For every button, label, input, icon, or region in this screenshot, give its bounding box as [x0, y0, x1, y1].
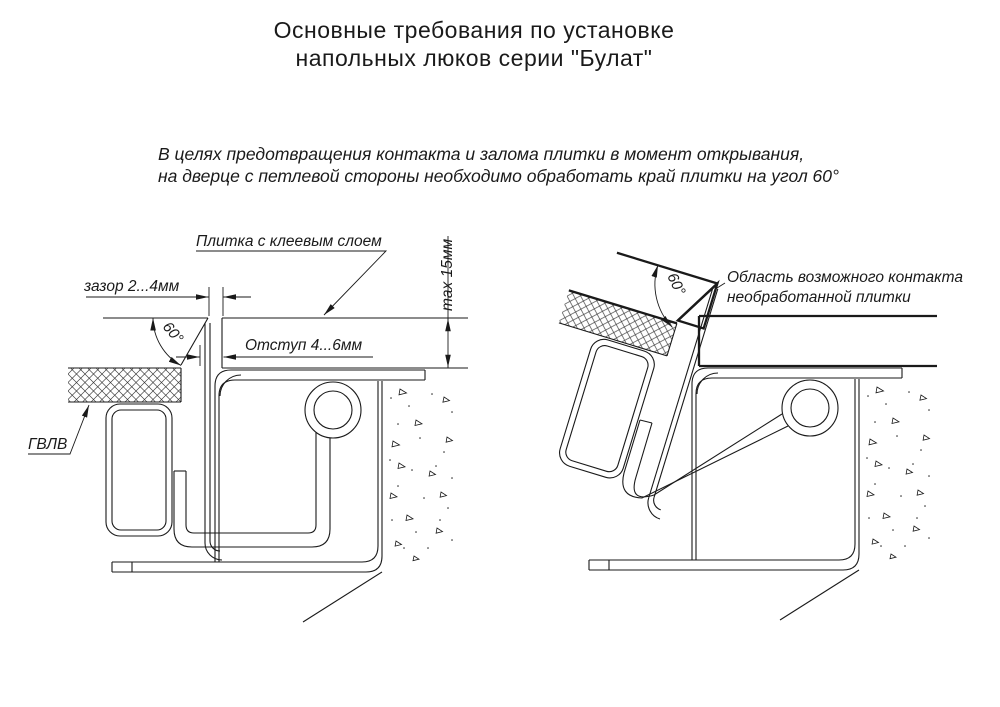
- page-title-line2: напольных люков серии "Булат": [295, 45, 653, 71]
- label-gvl-board: ГВЛВ: [28, 436, 68, 453]
- label-max-height-dim: max 15мм: [439, 238, 456, 311]
- hinge-arm-left: [174, 432, 330, 547]
- note-line1: В целях предотвращения контакта и залома плитки в момент открывания,: [158, 144, 805, 164]
- label-angle-left: 60°: [158, 318, 187, 347]
- label-gap-dim: зазор 2...4мм: [84, 278, 180, 295]
- page-title-line1: Основные требования по установке: [273, 17, 675, 43]
- label-contact-line1: Область возможного контакта: [727, 269, 963, 286]
- label-angle-right: 60°: [663, 270, 689, 299]
- label-contact-line2: необработанной плитки: [727, 289, 911, 306]
- right-section-view: [513, 243, 964, 620]
- left-section-view: [28, 233, 468, 622]
- note-line2: на дверце с петлевой стороны необходимо обработать край плитки на угол 60°: [158, 166, 840, 186]
- label-tile-adhesive: Плитка с клеевым слоем: [196, 233, 382, 250]
- hinge-arm-right: [623, 414, 788, 498]
- tilted-door-assembly: [513, 243, 731, 519]
- label-offset-dim: Отступ 4...6мм: [245, 337, 363, 354]
